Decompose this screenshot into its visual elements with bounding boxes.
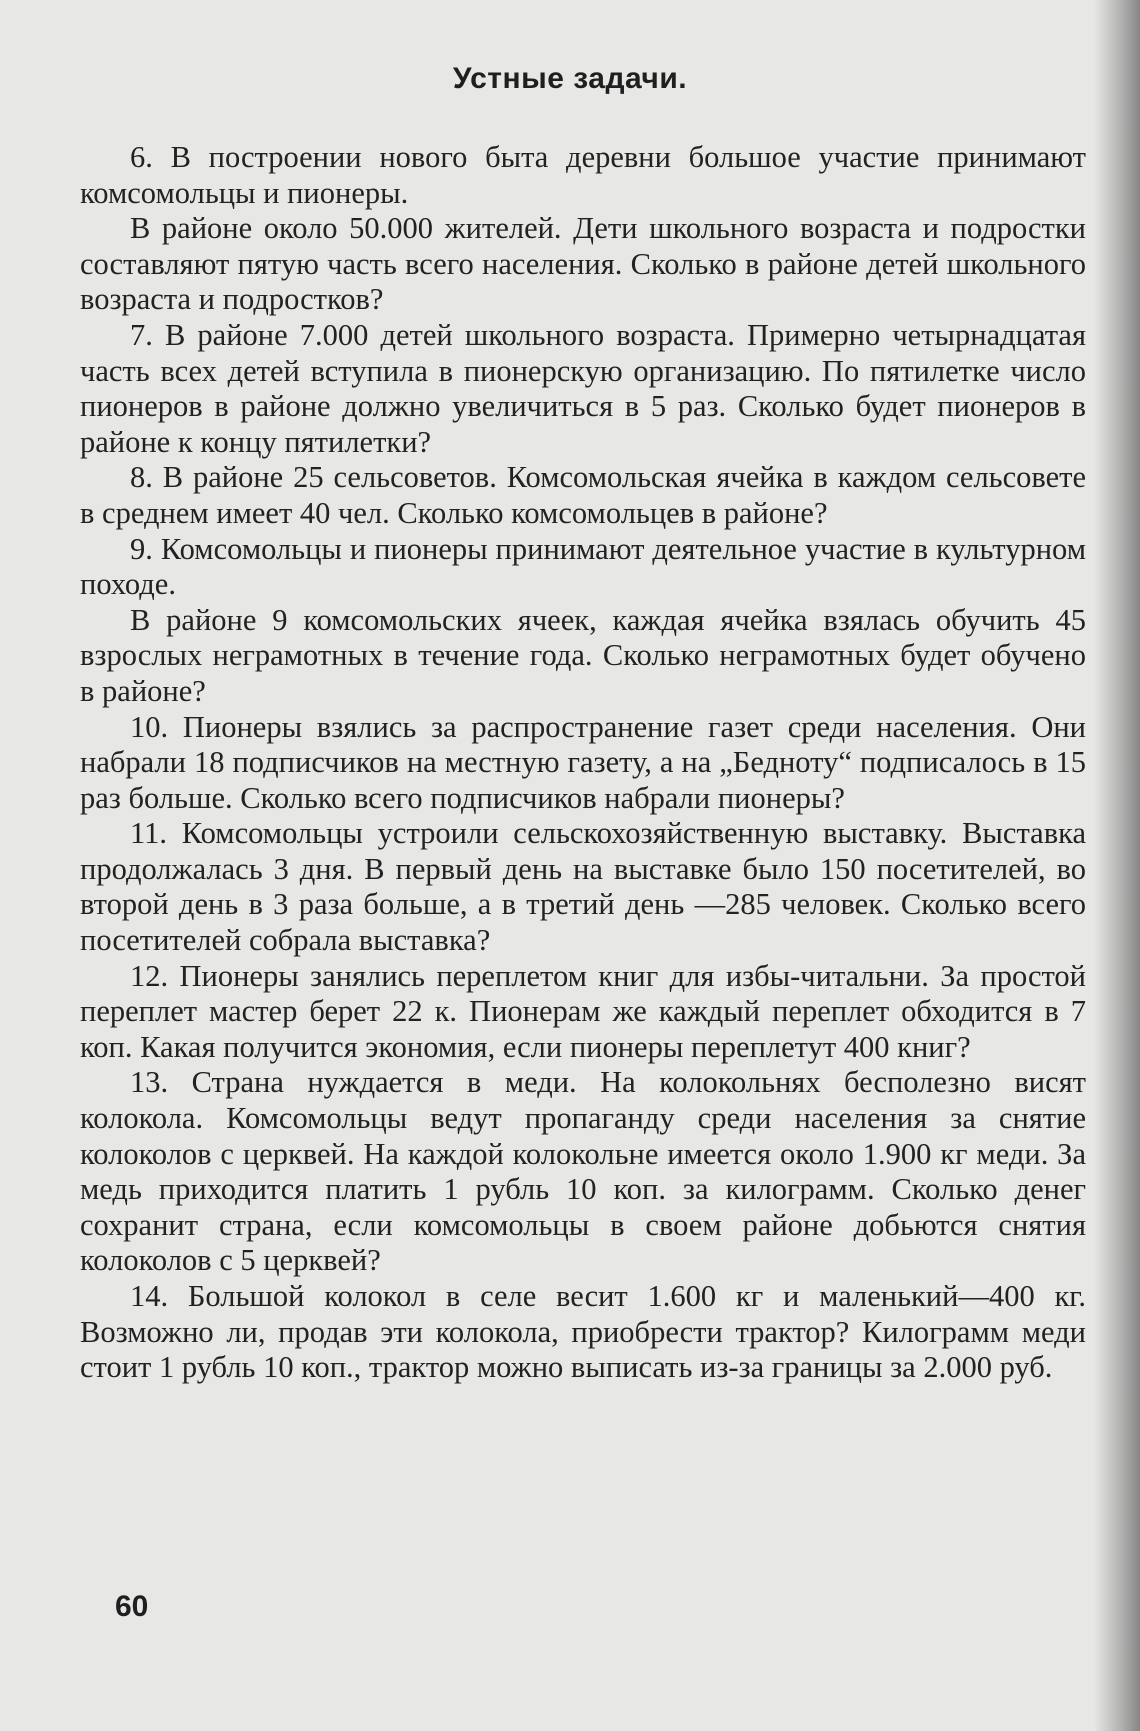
page-title: Устные задачи.	[452, 62, 688, 95]
paragraph-problem-13: 13. Страна нуждается в меди. На колокольнях бесполезно висят колокола. Комсомольцы ведут пропаганду среди населения за снятие колоколов с церквей. На каждой колокольне имеется около 1.900 кг меди. За медь приходится платить 1 рубль 10 коп. за килограмм. Сколько денег сохранит страна, если комсомольцы в своем районе добьются снятия колоколов с 5 церквей?	[80, 1065, 1086, 1278]
paragraph-problem-7: 7. В районе 7.000 детей школьного возраста. Примерно четырнадцатая часть всех детей вступила в пионерскую организацию. По пятилетке число пионеров в районе должно увеличиться в 5 раз. Сколько будет пионеров в районе к концу пятилетки?	[80, 317, 1086, 459]
binding-shadow	[1094, 0, 1140, 1731]
paragraph-problem-6-intro: 6. В построении нового быта деревни большое участие принимают комсомольцы и пионеры.	[80, 140, 1086, 210]
paragraph-problem-8: 8. В районе 25 сельсоветов. Комсомольская ячейка в каждом сельсовете в среднем имеет 40 чел. Сколько комсомольцев в районе?	[80, 460, 1086, 530]
paragraph-problem-9-intro: 9. Комсомольцы и пионеры принимают деятельное участие в культурном походе.	[80, 531, 1086, 602]
problems-text	[80, 140, 1086, 1386]
paragraph-problem-10: 10. Пионеры взялись за распространение газет среди населения. Они набрали 18 подписчиков на местную газету, а на „Бедноту“ подписалось в 15 раз больше. Сколько всего подписчиков набрали пионеры?	[80, 709, 1086, 815]
paragraph-problem-12: 12. Пионеры занялись переплетом книг для избы-читальни. За простой переплет мастер берет 22 к. Пионерам же каждый переплет обходится в 7 коп. Какая получится экономия, если пионеры переплетут 400 книг?	[80, 958, 1086, 1064]
paragraph-problem-6: В районе около 50.000 жителей. Дети школьного возраста и подростки составляют пятую часть всего населения. Сколько в районе детей школьного возраста и подростков?	[80, 211, 1086, 317]
paragraph-problem-9: В районе 9 комсомольских ячеек, каждая ячейка взялась обучить 45 взрослых неграмотных в течение года. Сколько неграмотных будет обучено в районе?	[80, 602, 1086, 708]
paragraph-problem-14: 14. Большой колокол в селе весит 1.600 кг и маленький—400 кг. Возможно ли, продав эти колокола, приобрести трактор? Килограмм меди стоит 1 рубль 10 коп., трактор можно выписать из-за границы за 2.000 руб.	[80, 1279, 1086, 1385]
paragraph-problem-11: 11. Комсомольцы устроили сельскохозяйственную выставку. Выставка продолжалась 3 дня. В первый день на выставке было 150 посетителей, во второй день в 3 раза больше, а в третий день —285 человек. Сколько всего посетителей собрала выставка?	[80, 816, 1086, 958]
page-number: 60	[115, 1590, 149, 1623]
